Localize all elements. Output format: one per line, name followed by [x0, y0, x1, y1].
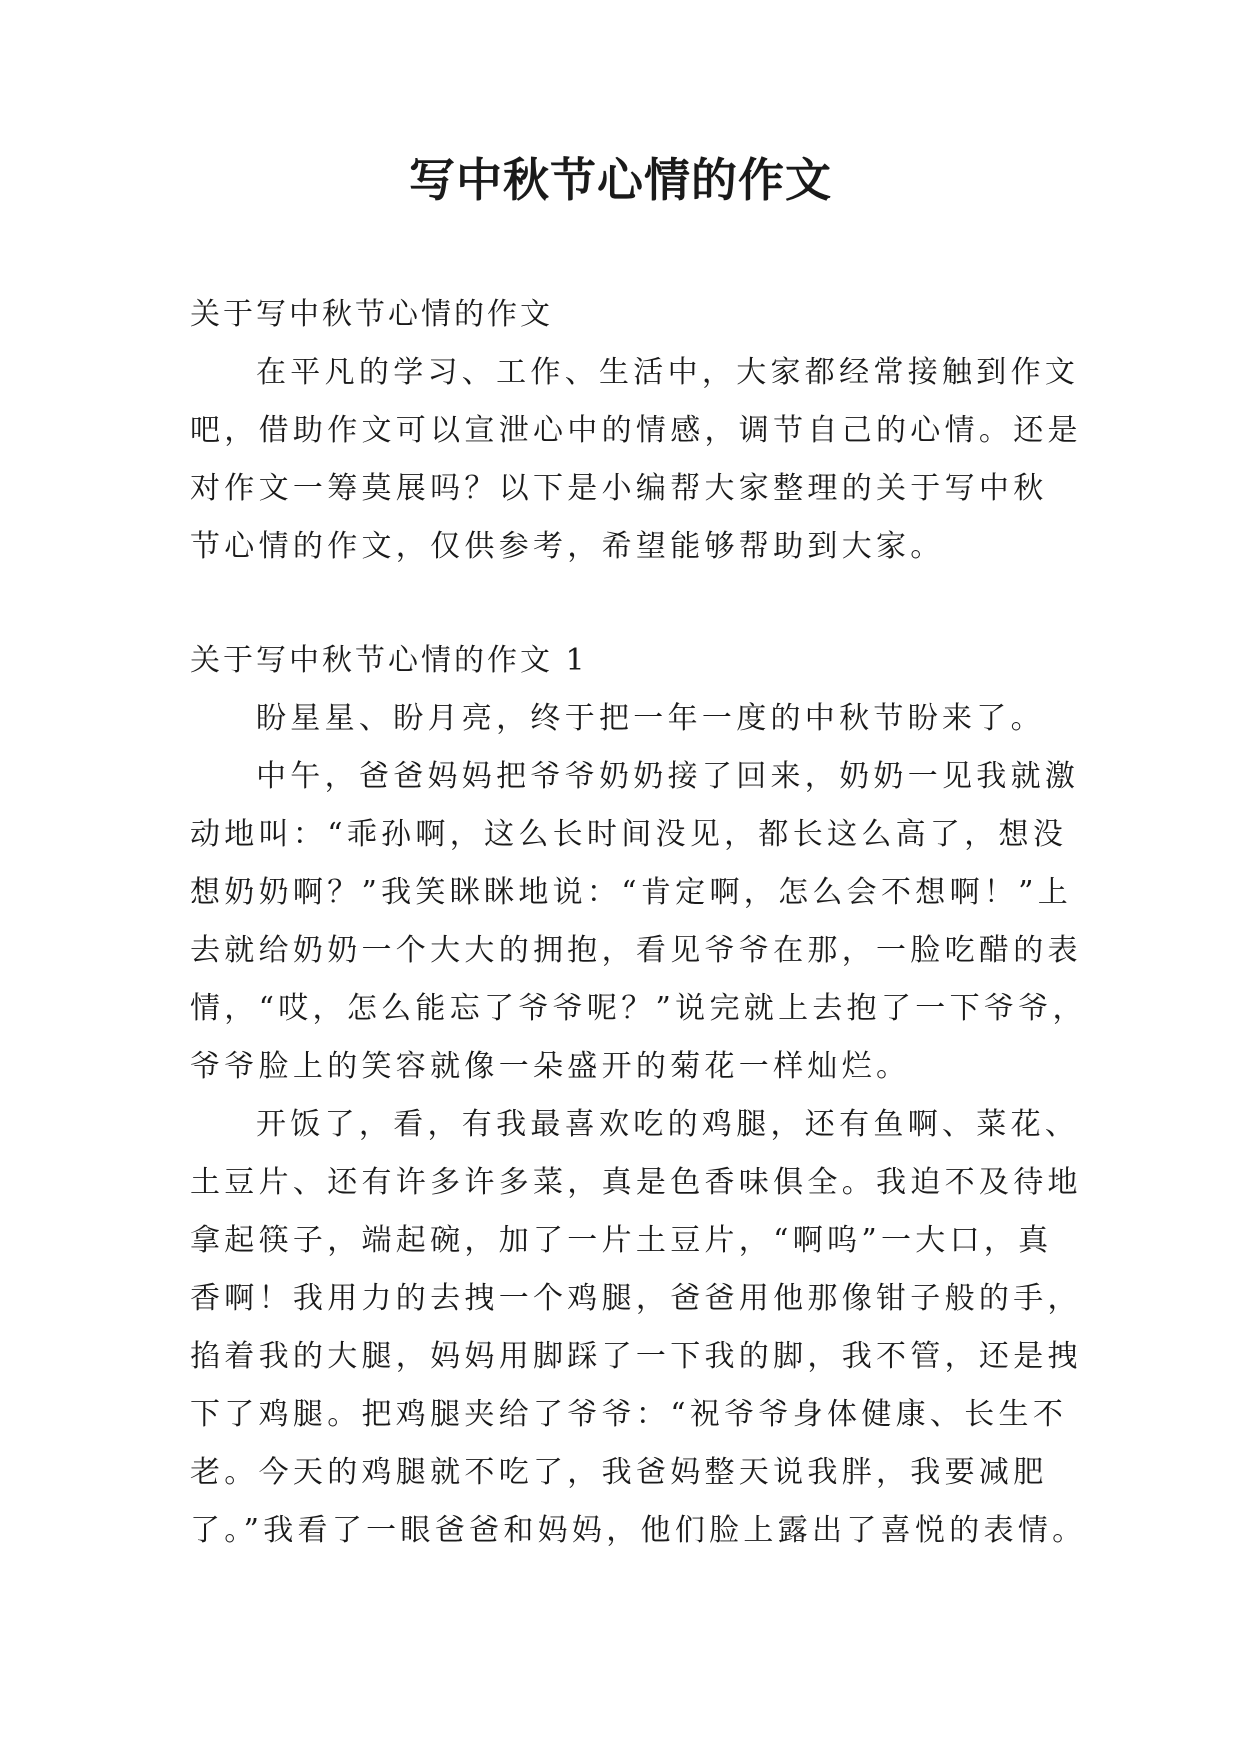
paragraph-line: 拿起筷子，端起碗，加了一片土豆片，“啊呜”一大口，真: [190, 1223, 1053, 1258]
paragraph-line: 想奶奶啊？”我笑眯眯地说：“肯定啊，怎么会不想啊！”上: [190, 875, 1073, 910]
document-title: 写中秋节心情的作文: [409, 153, 832, 207]
paragraph-line: 掐着我的大腿，妈妈用脚踩了一下我的脚，我不管，还是拽: [190, 1339, 1082, 1374]
paragraph-line: 节心情的作文，仅供参考，希望能够帮助到大家。: [190, 529, 945, 564]
paragraph-line: 动地叫：“乖孙啊，这么长时间没见，都长这么高了，想没: [190, 817, 1068, 852]
paragraph-line: 爷爷脸上的笑容就像一朵盛开的菊花一样灿烂。: [190, 1049, 911, 1084]
document-body: [190, 286, 1087, 1560]
essay-paragraph-2: [190, 748, 1087, 1096]
paragraph-line: 下了鸡腿。把鸡腿夹给了爷爷：“祝爷爷身体健康、长生不: [190, 1397, 1068, 1432]
paragraph-line: 土豆片、还有许多许多菜，真是色香味俱全。我迫不及待地: [190, 1165, 1082, 1200]
paragraph-line: 香啊！我用力的去拽一个鸡腿，爸爸用他那像钳子般的手，: [190, 1281, 1082, 1316]
paragraph-line: 对作文一筹莫展吗？以下是小编帮大家整理的关于写中秋: [190, 471, 1048, 506]
essay-heading: 关于写中秋节心情的作文 1: [190, 643, 588, 678]
intro-heading: 关于写中秋节心情的作文: [190, 297, 553, 332]
paragraph-line: 去就给奶奶一个大大的拥抱，看见爷爷在那，一脸吃醋的表: [190, 933, 1082, 968]
essay-paragraph-1: 盼星星、盼月亮，终于把一年一度的中秋节盼来了。: [256, 701, 1045, 736]
intro-paragraph: [190, 344, 1082, 576]
section-spacer: [190, 576, 1060, 632]
essay-paragraph-3: [190, 1096, 1087, 1560]
paragraph-line: 中午，爸爸妈妈把爷爷奶奶接了回来，奶奶一见我就激: [256, 759, 1080, 794]
paragraph-line: 吧，借助作文可以宣泄心中的情感，调节自己的心情。还是: [190, 413, 1082, 448]
paragraph-line: 开饭了，看，有我最喜欢吃的鸡腿，还有鱼啊、菜花、: [256, 1107, 1080, 1142]
paragraph-line: 老。今天的鸡腿就不吃了，我爸妈整天说我胖，我要减肥: [190, 1455, 1048, 1490]
paragraph-line: 情，“哎，怎么能忘了爷爷呢？”说完就上去抱了一下爷爷，: [190, 991, 1087, 1026]
paragraph-line: 在平凡的学习、工作、生活中，大家都经常接触到作文: [256, 355, 1080, 390]
paragraph-line: 了。”我看了一眼爸爸和妈妈，他们脸上露出了喜悦的表情。: [190, 1513, 1087, 1548]
